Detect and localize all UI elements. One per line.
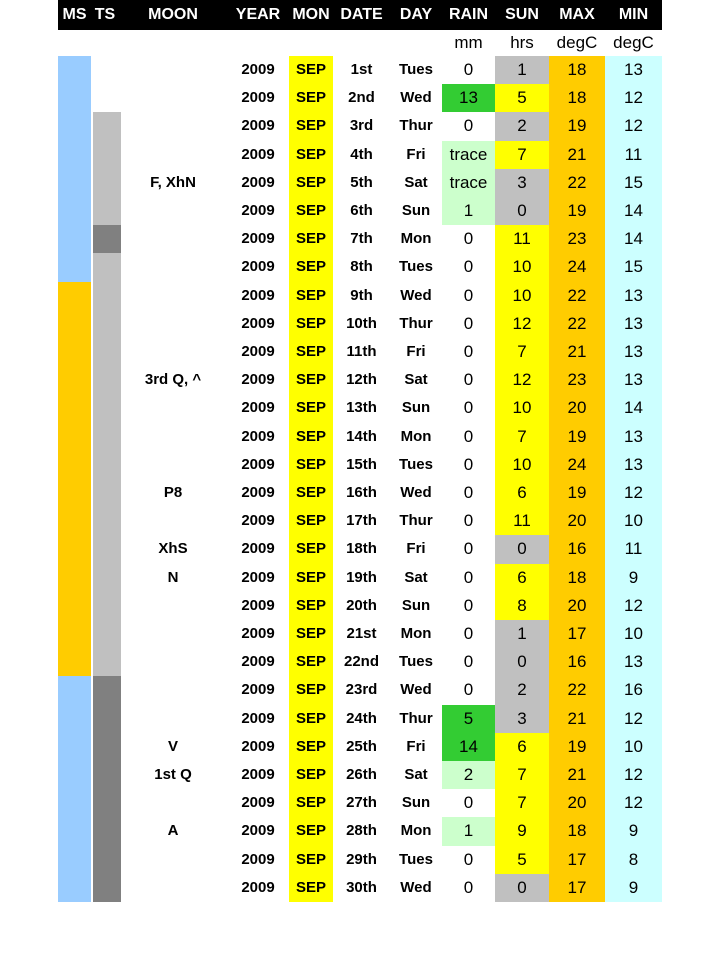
moon-cell [119, 620, 227, 648]
max-temp-cell: 22 [567, 285, 587, 305]
month-cell: SEP [295, 286, 326, 304]
day-cell: Thur [399, 709, 433, 727]
ts-band [93, 253, 121, 676]
moon-cell: N [167, 568, 179, 586]
month-cell: SEP [295, 427, 326, 445]
date-cell: 18th [346, 540, 377, 558]
max-temp-cell: 17 [567, 877, 587, 897]
sun-cell: 0 [517, 652, 527, 672]
date-cell: 13th [346, 399, 377, 417]
date-cell: 7th [350, 230, 373, 248]
ms-band [58, 676, 91, 902]
date-cell: 15th [346, 455, 377, 473]
min-temp-cell: 15 [624, 172, 643, 192]
month-cell: SEP [295, 371, 326, 389]
header-year: YEAR [235, 6, 281, 23]
year-cell: 2009 [241, 850, 275, 868]
moon-cell [119, 84, 227, 112]
sun-cell: 8 [517, 595, 527, 615]
sun-cell: 0 [517, 539, 527, 559]
year-cell: 2009 [241, 540, 275, 558]
month-cell: SEP [295, 596, 326, 614]
min-temp-cell: 11 [624, 144, 643, 164]
date-cell: 8th [350, 258, 373, 276]
min-temp-cell: 9 [628, 567, 639, 587]
date-cell: 20th [346, 596, 377, 614]
date-cell: 5th [350, 173, 373, 191]
rain-cell: 0 [463, 849, 474, 869]
min-temp-cell: 14 [624, 229, 643, 249]
year-cell: 2009 [241, 230, 275, 248]
min-temp-cell: 14 [624, 201, 643, 220]
sun-cell: 3 [517, 708, 527, 728]
day-cell: Sun [401, 399, 431, 417]
day-cell: Thur [399, 117, 433, 135]
date-cell: 11th [346, 343, 377, 360]
day-cell: Wed [400, 89, 432, 107]
month-cell: SEP [295, 455, 326, 473]
rain-cell: 2 [463, 765, 474, 784]
year-cell: 2009 [241, 455, 275, 473]
day-cell: Sun [401, 202, 431, 219]
max-temp-cell: 22 [567, 313, 587, 333]
rain-cell: 1 [463, 821, 474, 841]
sun-cell: 10 [512, 285, 532, 305]
day-cell: Tues [399, 455, 433, 473]
day-cell: Sat [404, 371, 428, 389]
min-temp-cell: 10 [624, 624, 643, 643]
year-cell: 2009 [241, 427, 275, 445]
day-cell: Sat [404, 568, 428, 586]
moon-cell [119, 846, 227, 874]
moon-cell [119, 253, 227, 281]
month-cell: SEP [295, 878, 326, 896]
ts-band [93, 676, 121, 902]
max-temp-cell: 23 [567, 229, 587, 249]
day-cell: Fri [406, 737, 426, 755]
date-cell: 17th [346, 512, 377, 530]
rain-cell: 0 [463, 483, 474, 502]
rain-cell: 1 [463, 201, 474, 220]
year-cell: 2009 [241, 568, 275, 586]
max-temp-cell: 23 [567, 370, 587, 390]
rain-cell: trace [449, 144, 488, 164]
max-temp-cell: 16 [567, 652, 587, 672]
sun-cell: 2 [517, 680, 527, 700]
year-cell: 2009 [241, 794, 275, 812]
header-ts: TS [94, 6, 116, 23]
sun-cell: 7 [517, 426, 527, 446]
day-cell: Fri [406, 145, 426, 163]
min-temp-cell: 14 [624, 398, 643, 418]
sun-cell: 10 [512, 257, 532, 277]
min-temp-cell: 9 [628, 877, 639, 897]
moon-cell [119, 394, 227, 422]
min-temp-cell: 12 [624, 595, 643, 615]
date-cell: 21st [346, 625, 377, 642]
min-temp-cell: 13 [624, 313, 643, 333]
min-temp-cell: 12 [624, 88, 643, 108]
month-cell: SEP [295, 173, 326, 191]
moon-cell [119, 56, 227, 84]
header-rain: RAIN [448, 6, 489, 23]
max-temp-cell: 17 [567, 624, 587, 643]
rain-cell: 0 [463, 285, 474, 305]
month-cell: SEP [295, 230, 326, 248]
year-cell: 2009 [241, 61, 275, 78]
day-cell: Wed [400, 484, 432, 501]
max-temp-cell: 20 [567, 511, 587, 531]
month-cell: SEP [295, 61, 326, 78]
date-cell: 25th [346, 737, 377, 755]
month-cell: SEP [295, 737, 326, 755]
year-cell: 2009 [241, 766, 275, 783]
moon-cell: V [167, 737, 178, 755]
day-cell: Tues [399, 850, 433, 868]
moon-cell [119, 310, 227, 338]
min-temp-cell: 10 [624, 511, 643, 531]
year-cell: 2009 [241, 512, 275, 530]
sun-cell: 7 [517, 144, 527, 164]
month-cell: SEP [295, 89, 326, 107]
year-cell: 2009 [241, 258, 275, 276]
date-cell: 16th [346, 484, 377, 501]
min-temp-cell: 13 [624, 285, 643, 305]
date-cell: 10th [346, 314, 377, 332]
unit-rain: mm [454, 33, 483, 52]
year-cell: 2009 [241, 202, 275, 219]
min-temp-cell: 13 [624, 342, 643, 361]
moon-cell: P8 [163, 484, 183, 501]
year-cell: 2009 [241, 653, 275, 671]
rain-cell: 0 [463, 398, 474, 418]
month-cell: SEP [295, 822, 326, 840]
max-temp-cell: 22 [567, 172, 587, 192]
header-day: DAY [399, 6, 433, 23]
moon-cell [119, 338, 227, 366]
year-cell: 2009 [241, 709, 275, 727]
max-temp-cell: 19 [567, 483, 587, 502]
max-temp-cell: 18 [567, 60, 587, 79]
moon-cell [119, 507, 227, 535]
day-cell: Wed [400, 286, 432, 304]
min-temp-cell: 13 [624, 652, 643, 672]
sun-cell: 1 [517, 624, 527, 643]
day-cell: Sun [401, 596, 431, 614]
date-cell: 9th [350, 286, 373, 304]
rain-cell: 0 [463, 511, 474, 531]
max-temp-cell: 20 [567, 595, 587, 615]
date-cell: 2nd [348, 89, 375, 107]
day-cell: Thur [399, 314, 433, 332]
header-moon: MOON [148, 6, 198, 23]
header-mon: MON [292, 6, 330, 23]
date-cell: 14th [346, 427, 377, 445]
min-temp-cell: 16 [624, 680, 643, 700]
rain-cell: 0 [463, 116, 474, 136]
max-temp-cell: 20 [567, 398, 587, 418]
sun-cell: 0 [517, 877, 527, 897]
sun-cell: 10 [512, 454, 532, 474]
year-cell: 2009 [241, 89, 275, 107]
sun-cell: 6 [517, 483, 527, 502]
day-cell: Sat [404, 173, 428, 191]
day-cell: Mon [400, 427, 432, 445]
rain-cell: 0 [463, 877, 474, 897]
date-cell: 27th [346, 794, 377, 812]
year-cell: 2009 [241, 117, 275, 135]
date-cell: 24th [346, 709, 377, 727]
rain-cell: 0 [463, 595, 474, 615]
sun-cell: 7 [517, 765, 527, 784]
date-cell: 19th [346, 568, 377, 586]
month-cell: SEP [295, 258, 326, 276]
min-temp-cell: 11 [624, 539, 643, 559]
date-cell: 6th [350, 202, 373, 219]
moon-cell [119, 592, 227, 620]
max-temp-cell: 21 [567, 144, 587, 164]
moon-cell: XhS [158, 540, 188, 558]
moon-cell: A [167, 822, 179, 840]
max-temp-cell: 21 [567, 342, 587, 361]
rain-cell: 0 [463, 370, 474, 390]
month-cell: SEP [295, 794, 326, 812]
min-temp-cell: 13 [624, 370, 643, 390]
min-temp-cell: 12 [624, 793, 643, 813]
min-temp-cell: 15 [624, 257, 643, 277]
min-temp-cell: 9 [628, 821, 639, 841]
header-ms: MS [62, 6, 87, 23]
day-cell: Mon [400, 625, 432, 642]
sun-cell: 1 [517, 60, 527, 79]
ms-band [58, 56, 91, 282]
ts-band [93, 112, 121, 225]
rain-cell: 0 [463, 539, 474, 559]
year-cell: 2009 [241, 399, 275, 417]
day-cell: Mon [400, 230, 432, 248]
year-cell: 2009 [241, 822, 275, 840]
moon-cell [119, 282, 227, 310]
year-cell: 2009 [241, 371, 275, 389]
sun-cell: 11 [513, 229, 531, 249]
unit-min: degC [613, 33, 654, 52]
unit-sun: hrs [510, 33, 534, 52]
min-temp-cell: 13 [624, 426, 643, 446]
month-cell: SEP [295, 681, 326, 699]
month-cell: SEP [295, 625, 326, 642]
sun-cell: 3 [517, 172, 527, 192]
sun-cell: 5 [517, 88, 527, 108]
rain-cell: 0 [463, 342, 474, 361]
day-cell: Wed [400, 681, 432, 699]
moon-cell [119, 112, 227, 140]
min-temp-cell: 13 [624, 60, 643, 79]
day-cell: Tues [399, 653, 433, 671]
date-cell: 28th [346, 822, 377, 840]
date-cell: 1st [350, 61, 373, 78]
month-cell: SEP [295, 343, 326, 360]
date-cell: 12th [346, 371, 377, 389]
date-cell: 23rd [345, 681, 378, 699]
rain-cell: 0 [463, 652, 474, 672]
date-cell: 30th [346, 878, 377, 896]
rain-cell: 0 [463, 567, 474, 587]
max-temp-cell: 19 [567, 736, 587, 756]
month-cell: SEP [295, 399, 326, 417]
moon-cell [119, 705, 227, 733]
rain-cell: 0 [463, 60, 474, 79]
year-cell: 2009 [241, 878, 275, 896]
month-cell: SEP [295, 653, 326, 671]
min-temp-cell: 13 [624, 454, 643, 474]
moon-cell [119, 789, 227, 817]
date-cell: 22nd [343, 653, 379, 671]
moon-cell [119, 676, 227, 704]
ts-band [93, 225, 121, 253]
sun-cell: 9 [517, 821, 527, 841]
rain-cell: 0 [463, 313, 474, 333]
year-cell: 2009 [241, 145, 275, 163]
moon-cell [119, 141, 227, 169]
day-cell: Tues [399, 61, 433, 78]
max-temp-cell: 19 [567, 426, 587, 446]
sun-cell: 12 [512, 370, 532, 390]
moon-cell [119, 648, 227, 676]
sun-cell: 12 [512, 313, 532, 333]
sun-cell: 7 [517, 793, 527, 813]
month-cell: SEP [295, 484, 326, 501]
year-cell: 2009 [241, 343, 275, 360]
header-max: MAX [559, 6, 595, 23]
max-temp-cell: 18 [567, 567, 587, 587]
date-cell: 4th [350, 145, 373, 163]
header-date: DATE [340, 6, 383, 23]
month-cell: SEP [295, 145, 326, 163]
rain-cell: 13 [459, 88, 478, 108]
max-temp-cell: 18 [567, 821, 587, 841]
header-sun: SUN [505, 6, 539, 23]
year-cell: 2009 [241, 681, 275, 699]
sun-cell: 6 [517, 567, 527, 587]
month-cell: SEP [295, 709, 326, 727]
max-temp-cell: 24 [567, 454, 587, 474]
rain-cell: 0 [463, 680, 474, 700]
day-cell: Tues [399, 258, 433, 276]
rain-cell: 0 [463, 793, 474, 813]
day-cell: Mon [400, 822, 432, 840]
day-cell: Sun [401, 794, 431, 812]
date-cell: 26th [346, 766, 377, 783]
min-temp-cell: 12 [624, 765, 643, 784]
sun-cell: 11 [513, 511, 531, 531]
rain-cell: 5 [463, 708, 474, 728]
max-temp-cell: 19 [567, 201, 587, 220]
year-cell: 2009 [241, 484, 275, 501]
min-temp-cell: 10 [624, 736, 643, 756]
max-temp-cell: 19 [567, 116, 587, 136]
moon-cell [119, 423, 227, 451]
year-cell: 2009 [241, 286, 275, 304]
sun-cell: 5 [517, 849, 527, 869]
min-temp-cell: 12 [624, 708, 643, 728]
min-temp-cell: 12 [624, 483, 643, 502]
sun-cell: 6 [517, 736, 527, 756]
min-temp-cell: 8 [628, 849, 639, 869]
moon-cell: F, XhN [150, 173, 196, 191]
sun-cell: 10 [512, 398, 532, 418]
moon-cell [119, 197, 227, 225]
rain-cell: 0 [463, 624, 474, 643]
moon-cell [119, 874, 227, 902]
year-cell: 2009 [241, 737, 275, 755]
unit-max: degC [556, 33, 598, 52]
month-cell: SEP [295, 314, 326, 332]
min-temp-cell: 12 [624, 116, 643, 136]
max-temp-cell: 17 [567, 849, 587, 869]
day-cell: Thur [399, 512, 433, 530]
month-cell: SEP [295, 202, 326, 219]
day-cell: Fri [406, 343, 426, 360]
header-min: MIN [618, 6, 649, 23]
max-temp-cell: 21 [567, 708, 587, 728]
year-cell: 2009 [241, 314, 275, 332]
rain-cell: trace [449, 172, 488, 192]
max-temp-cell: 18 [567, 88, 587, 108]
month-cell: SEP [295, 850, 326, 868]
rain-cell: 0 [463, 229, 474, 249]
month-cell: SEP [295, 568, 326, 586]
year-cell: 2009 [241, 625, 275, 642]
sun-cell: 0 [517, 201, 527, 220]
sun-cell: 2 [517, 116, 527, 136]
day-cell: Wed [400, 878, 432, 896]
month-cell: SEP [295, 540, 326, 558]
max-temp-cell: 24 [567, 257, 587, 277]
rain-cell: 14 [459, 736, 478, 756]
moon-cell: 3rd Q, ^ [144, 371, 202, 389]
moon-cell [119, 451, 227, 479]
moon-cell: 1st Q [154, 766, 192, 783]
max-temp-cell: 20 [567, 793, 587, 813]
year-cell: 2009 [241, 173, 275, 191]
month-cell: SEP [295, 512, 326, 530]
moon-cell [119, 225, 227, 253]
year-cell: 2009 [241, 596, 275, 614]
max-temp-cell: 16 [567, 539, 587, 559]
date-cell: 3rd [349, 117, 374, 135]
max-temp-cell: 21 [567, 765, 587, 784]
rain-cell: 0 [463, 257, 474, 277]
month-cell: SEP [295, 117, 326, 135]
sun-cell: 7 [517, 342, 527, 361]
ms-band [58, 282, 91, 677]
max-temp-cell: 22 [567, 680, 587, 700]
day-cell: Sat [404, 766, 428, 783]
month-cell: SEP [295, 766, 326, 783]
day-cell: Fri [406, 540, 426, 558]
rain-cell: 0 [463, 426, 474, 446]
date-cell: 29th [346, 850, 377, 868]
rain-cell: 0 [463, 454, 474, 474]
